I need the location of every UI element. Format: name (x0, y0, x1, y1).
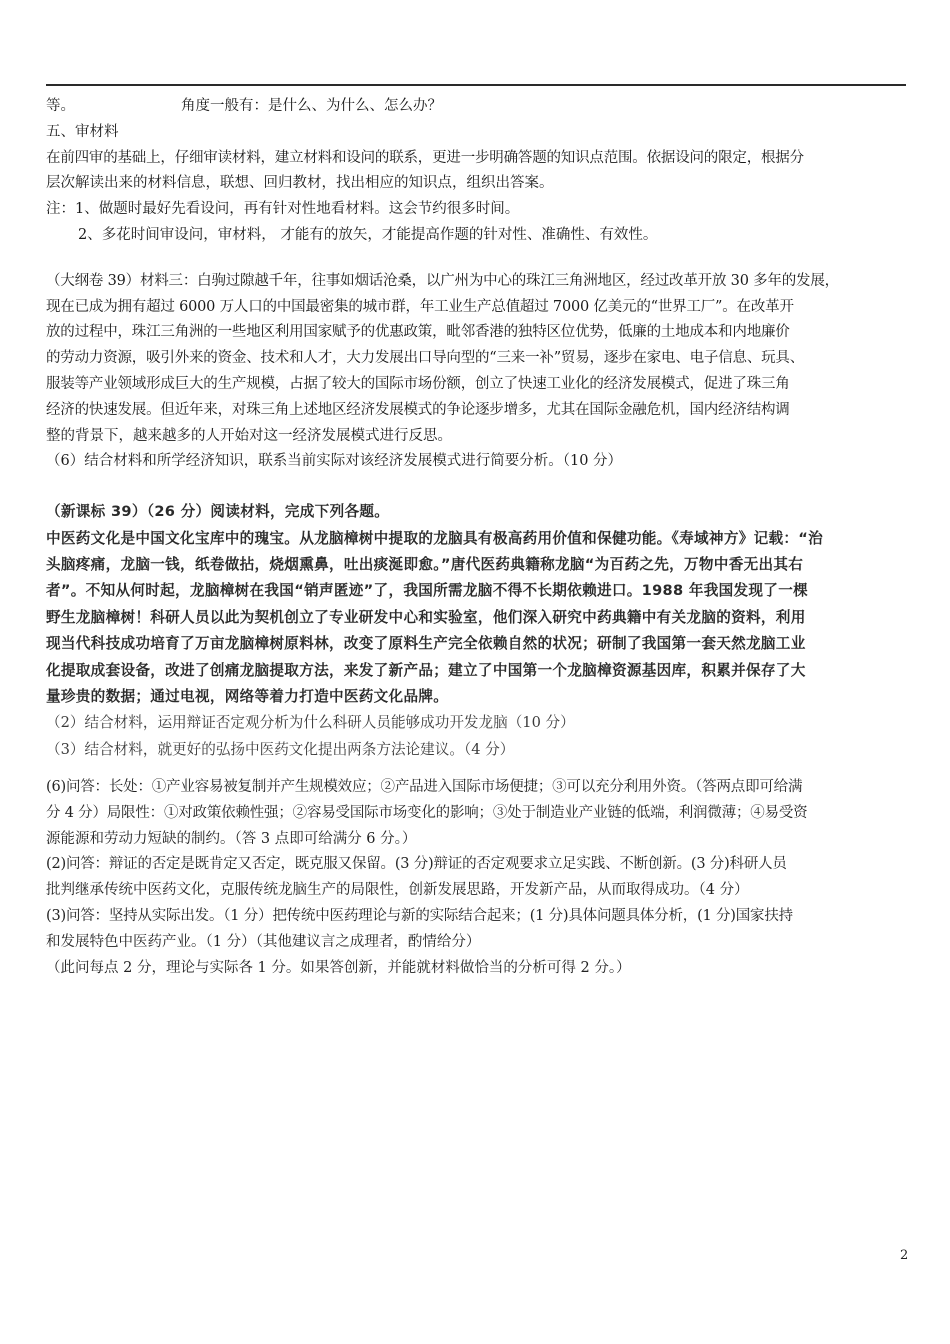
answer-line: (2)问答：辩证的否定是既肯定又否定，既克服又保留。(3 分)辩证的否定观要求立足实践、不断创新。(3 分)科研人员 (46, 856, 787, 873)
document-body (46, 94, 908, 981)
question-line: （6）结合材料和所学经济知识，联系当前实际对该经济发展模式进行简要分析。（10 分） (46, 453, 623, 470)
material-line: 服装等产业领域形成巨大的生产规模，占据了较大的国际市场份额，创立了快速工业化的经济发展模式，促进了珠三角 (46, 375, 790, 392)
answer-line: (3)问答：坚持从实际出发。（1 分）把传统中医药理论与新的实际结合起来；(1 分)具体问题具体分析，(1 分)国家扶持 (46, 908, 793, 925)
material-line: 经济的快速发展。但近年来，对珠三角上述地区经济发展模式的争论逐步增多，尤其在国际金融危机，国内经济结构调 (46, 401, 790, 418)
paragraph-line: 层次解读出来的材料信息，联想、回归教材，找出相应的知识点，组织出答案。 (46, 175, 554, 192)
intro-line (46, 94, 908, 120)
scanned-question-block (46, 499, 908, 763)
scan-line: 量珍贵的数据；通过电视，网络等着力打造中医药文化品牌。 (46, 687, 449, 705)
answer-line: 分 4 分）局限性：①对政策依赖性强；②容易受国际市场变化的影响；③处于制造业产业链的低端，利润微薄；④易受资 (46, 804, 808, 821)
intro-line-part2: 角度一般有：是什么、为什么、怎么办？ (181, 98, 442, 114)
scan-line: 者”。不知从何时起，龙脑樟树在我国“销声匿迹”了，我国所需龙脑不得不长期依赖进口。1988 年我国发现了一棵 (46, 582, 808, 600)
scan-line: 现当代科技成功培育了万亩龙脑樟树原料林，改变了原料生产完全依赖自然的状况；研制了我国第一套天然龙脑工业 (46, 635, 806, 653)
scan-line: 野生龙脑樟树！科研人员以此为契机创立了专业研发中心和实验室，他们深入研究中药典籍中有关龙脑的资料，利用 (46, 608, 806, 626)
material-line: 放的过程中，珠江三角洲的一些地区利用国家赋予的优惠政策，毗邻香港的独特区位优势，低廉的土地成本和内地廉价 (46, 324, 790, 341)
answer-line: 源能源和劳动力短缺的制约。（答 3 点即可给满分 6 分。） (46, 830, 417, 847)
page-number: 2 (900, 1248, 909, 1263)
scan-line: 中医药文化是中国文化宝库中的瑰宝。从龙脑樟树中提取的龙脑具有极高药用价值和保健功能。《寿域神方》记载：“治 (46, 529, 824, 547)
answer-section (46, 775, 908, 981)
top-rule (46, 84, 906, 86)
answer-line: (6)问答：长处：①产业容易被复制并产生规模效应；②产品进入国际市场便捷；③可以充分利用外资。（答两点即可给满 (46, 779, 803, 796)
material-line: 的劳动力资源，吸引外来的资金、技术和人才，大力发展出口导向型的“三来一补”贸易，逐步在家电、电子信息、玩具、 (46, 350, 805, 367)
section-heading: 五、审材料 (46, 123, 119, 140)
note-line: 2、多花时间审设问，审材料， 才能有的放矢，才能提高作题的针对性、准确性、有效性。 (78, 226, 658, 243)
intro-line-part1: 等。 (46, 98, 75, 114)
material-three (46, 269, 908, 475)
scan-line: 化提取成套设备，改进了创痛龙脑提取方法，来发了新产品；建立了中国第一个龙脑樟资源基因库，积累并保存了大 (46, 661, 806, 679)
material-line: 现在已成为拥有超过 6000 万人口的中国最密集的城市群，年工业生产总值超过 7000 亿美元的“世界工厂”。在改革开 (46, 298, 794, 315)
paragraph-line: 在前四审的基础上，仔细审读材料，建立材料和设问的联系，更进一步明确答题的知识点范围。依据设问的限定，根据分 (46, 149, 804, 166)
answer-line: （此问每点 2 分，理论与实际各 1 分。如果答创新，并能就材料做恰当的分析可得 2 分。） (46, 959, 631, 976)
scan-question: （3）结合材料，就更好的弘扬中医药文化提出两条方法论建议。（4 分） (46, 740, 515, 758)
material-line: （大纲卷 39）材料三：白驹过隙越千年，往事如烟话沧桑，以广州为中心的珠江三角洲地区，经过改革开放 30 多年的发展， (46, 272, 839, 289)
section-review-material (46, 94, 908, 249)
note-line: 注：1、做题时最好先看设问，再有针对性地看材料。这会节约很多时间。 (46, 201, 520, 218)
answer-line: 批判继承传统中医药文化，克服传统龙脑生产的局限性，创新发展思路，开发新产品，从而取得成功。（4 分） (46, 882, 749, 899)
scan-line: 头脑疼痛，龙脑一钱，纸卷做拈，烧烟熏鼻，吐出痰涎即愈。”唐代医药典籍称龙脑“为百药之先，万物中香无出其右 (46, 555, 804, 573)
material-line: 整的背景下，越来越多的人开始对这一经济发展模式进行反思。 (46, 427, 452, 444)
answer-line: 和发展特色中医药产业。（1 分）（其他建议言之成理者，酌情给分） (46, 933, 481, 950)
scan-question: （2）结合材料，运用辩证否定观分析为什么科研人员能够成功开发龙脑（10 分） (46, 714, 575, 732)
scan-line: （新课标 39）（26 分）阅读材料，完成下列各题。 (46, 503, 390, 521)
